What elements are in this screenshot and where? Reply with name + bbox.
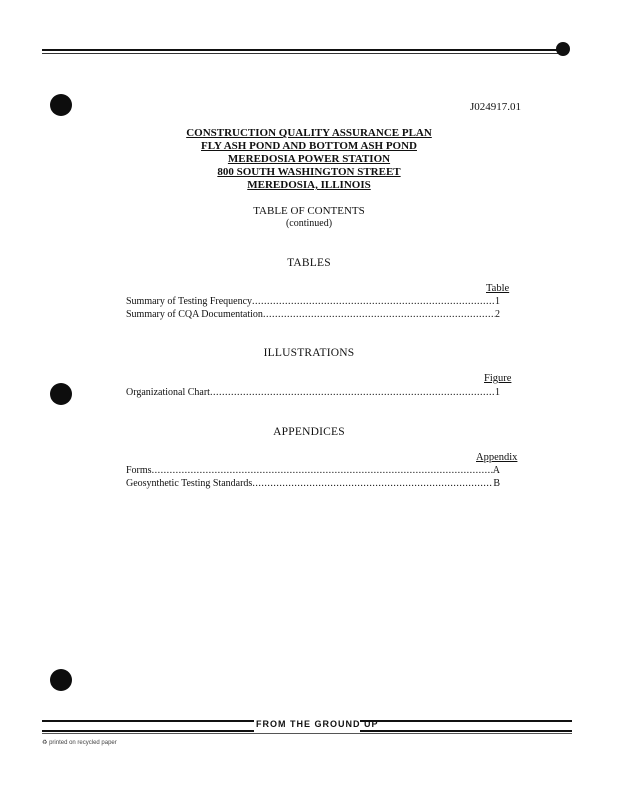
toc-row: [126, 309, 500, 320]
dot-leader: [152, 465, 493, 476]
appendices-heading: APPENDICES: [273, 426, 345, 438]
toc-subtitle: (continued): [285, 218, 333, 229]
dot-leader: [252, 296, 495, 307]
header-title-line-1: CONSTRUCTION QUALITY ASSURANCE PLAN: [186, 127, 432, 139]
toc-entry-ref: B: [493, 478, 500, 489]
corner-mark-icon: [556, 42, 570, 56]
tables-column-label: Table: [486, 283, 510, 294]
footer-rule-thin: [42, 733, 572, 734]
binder-hole-middle: [50, 383, 72, 405]
footer-rule-right: [360, 720, 572, 732]
binder-hole-top: [50, 94, 72, 116]
header-title-line-3: MEREDOSIA POWER STATION: [227, 153, 391, 165]
recycle-icon: ♻: [42, 740, 48, 746]
tables-heading: TABLES: [287, 257, 331, 269]
header-rule-thin: [42, 53, 558, 54]
footer-rule-left: [42, 720, 254, 732]
illustrations-column-label: Figure: [484, 373, 512, 384]
toc-entry-ref: 2: [495, 309, 500, 320]
header-title-line-2: FLY ASH POND AND BOTTOM ASH POND: [201, 140, 417, 152]
dot-leader: [252, 478, 493, 489]
toc-entry-ref: 1: [495, 296, 500, 307]
toc-title: TABLE OF CONTENTS: [253, 205, 365, 217]
recycled-logo-text: printed on recycled paper: [49, 740, 117, 746]
binder-hole-bottom: [50, 669, 72, 691]
toc-entry-label: Summary of CQA Documentation: [126, 309, 263, 320]
toc-entry-label: Forms: [126, 465, 152, 476]
header-title-line-4: 800 SOUTH WASHINGTON STREET: [217, 166, 401, 178]
dot-leader: [263, 309, 495, 320]
toc-row: [126, 478, 500, 489]
toc-entry-ref: A: [492, 465, 500, 476]
dot-leader: [210, 387, 495, 398]
footer-tagline: FROM THE GROUND UP: [256, 719, 379, 729]
header-title-line-5: MEREDOSIA, ILLINOIS: [247, 179, 371, 191]
toc-entry-label: Organizational Chart: [126, 387, 210, 398]
header-rule: [42, 49, 558, 51]
appendices-column-label: Appendix: [476, 452, 518, 463]
document-number: J024917.01: [470, 101, 522, 113]
illustrations-heading: ILLUSTRATIONS: [263, 347, 355, 359]
toc-row: [126, 296, 500, 307]
toc-entry-label: Geosynthetic Testing Standards: [126, 478, 253, 489]
toc-row: [126, 387, 500, 398]
toc-row: [126, 465, 500, 476]
recycled-logo: [42, 739, 117, 746]
toc-entry-label: Summary of Testing Frequency: [126, 296, 253, 307]
toc-entry-ref: 1: [495, 387, 500, 398]
